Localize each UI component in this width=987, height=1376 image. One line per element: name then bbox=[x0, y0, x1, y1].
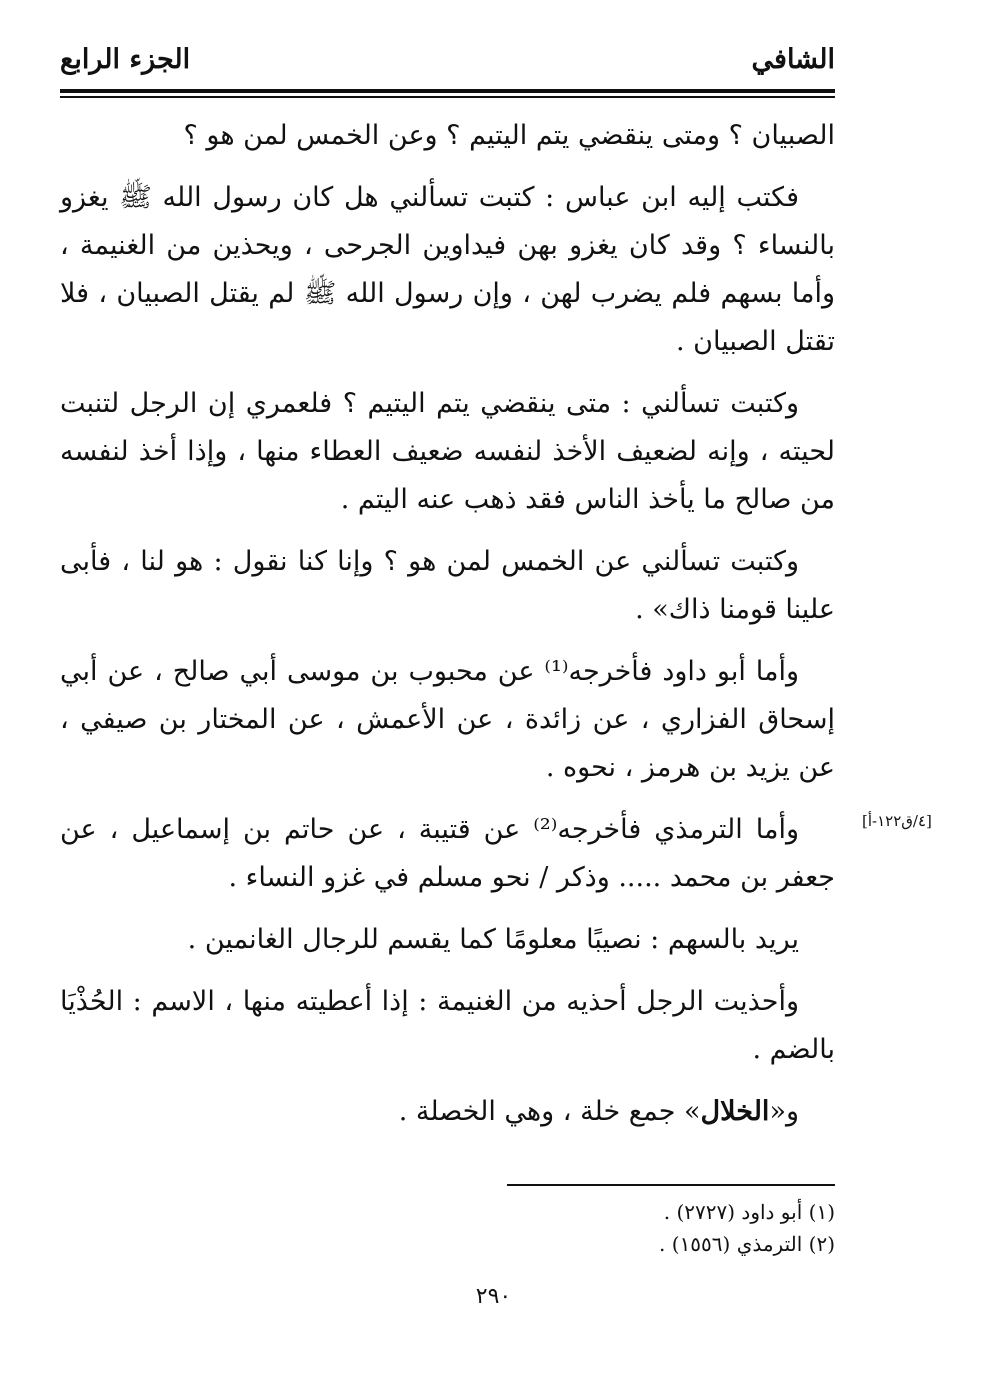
footnote-rule bbox=[507, 1184, 835, 1186]
paragraph-tail: » جمع خلة ، وهي الخصلة . bbox=[398, 1096, 701, 1127]
paragraph: وأما الترمذي فأخرجه⁽²⁾ عن قتيبة ، عن حاتم بن إسماعيل ، عن جعفر بن محمد ..... وذكر / نحو مسلم في غزو النساء . bbox=[60, 814, 835, 893]
page-number: ٢٩٠ bbox=[475, 1284, 512, 1309]
paragraph-last bbox=[60, 1088, 835, 1136]
paragraph: فكتب إليه ابن عباس : كتبت تسألني هل كان رسول الله ﷺ يغزو بالنساء ؟ وقد كان يغزو بهن فيداوين الجرحى ، ويحذين من الغنيمة ، وأما بسهم فلم يضرب لهن ، وإن رسول الله ﷺ لم يقتل الصبيان ، فلا تقتل الصبيان . bbox=[60, 182, 835, 357]
margin-manuscript-ref: [٤/ق١٢٢-أ] bbox=[862, 812, 932, 830]
quote-open: و« bbox=[769, 1096, 799, 1127]
paragraph: وكتبت تسألني : متى ينقضي يتم اليتيم ؟ فلعمري إن الرجل لتنبت لحيته ، وإنه لضعيف الأخذ لنفسه ضعيف العطاء منها ، وإذا أخذ لنفسه من صالح ما يأخذ الناس فقد ذهب عنه اليتم . bbox=[60, 388, 835, 515]
footnote: (٢) الترمذي (١٥٥٦) . bbox=[659, 1232, 835, 1256]
paragraph: الصبيان ؟ ومتى ينقضي يتم اليتيم ؟ وعن الخمس لمن هو ؟ bbox=[183, 120, 835, 151]
paragraph: يريد بالسهم : نصيبًا معلومًا كما يقسم للرجال الغانمين . bbox=[187, 924, 799, 955]
paragraph: وأحذيت الرجل أحذيه من الغنيمة : إذا أعطيته منها ، الاسم : الحُذْيَا بالضم . bbox=[60, 986, 835, 1065]
page-header bbox=[60, 44, 835, 92]
footnote: (١) أبو داود (٢٧٢٧) . bbox=[663, 1200, 835, 1224]
header-rule-thin bbox=[60, 96, 835, 98]
paragraph: وكتبت تسألني عن الخمس لمن هو ؟ وإنا كنا نقول : هو لنا ، فأبى علينا قومنا ذاك» . bbox=[60, 546, 835, 625]
main-text bbox=[60, 112, 835, 1150]
running-title-book: الشافي bbox=[751, 44, 835, 75]
keyword-bold: الخلال bbox=[700, 1096, 770, 1127]
running-title-volume: الجزء الرابع bbox=[60, 44, 191, 75]
footnotes bbox=[400, 1196, 835, 1260]
paragraph: وأما أبو داود فأخرجه⁽¹⁾ عن محبوب بن موسى أبي صالح ، عن أبي إسحاق الفزاري ، عن زائدة ، عن الأعمش ، عن المختار بن صيفي ، عن يزيد بن هرمز ، نحوه . bbox=[60, 656, 835, 783]
header-rule-thick bbox=[60, 89, 835, 93]
